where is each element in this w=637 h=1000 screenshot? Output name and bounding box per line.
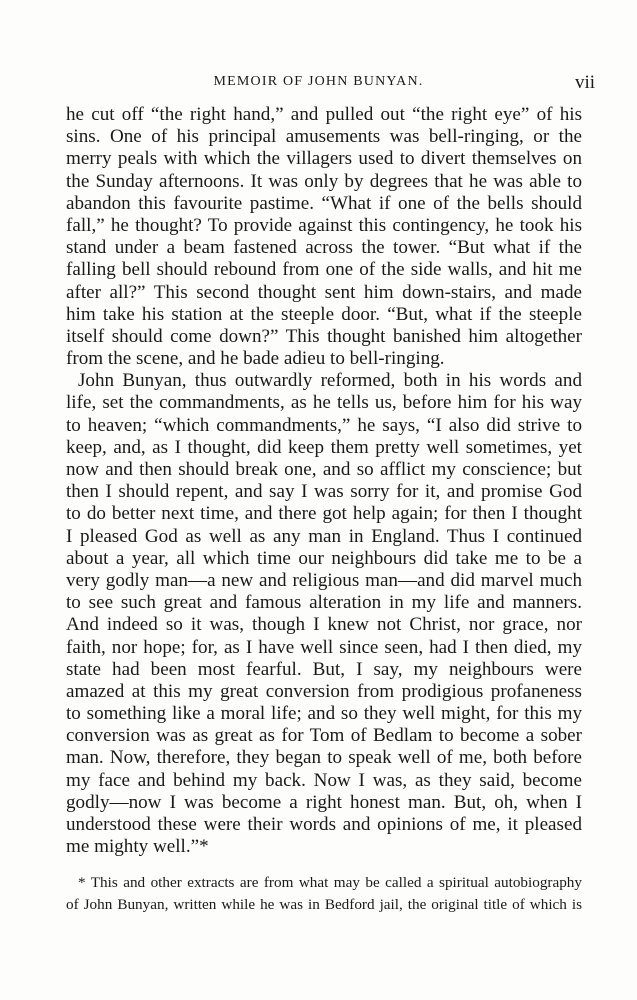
text-line: my face and behind my back. Now I was, as they said, become xyxy=(66,769,582,791)
footnote-line: * This and other extracts are from what may be called a spiritual autobiography xyxy=(78,874,582,891)
text-line: state had been most fearful. But, I say, my neighbours were xyxy=(66,658,582,680)
running-head xyxy=(0,72,637,96)
text-line: after all?” This second thought sent him down-stairs, and made xyxy=(66,281,582,303)
text-line: to heaven; “which commandments,” he says, “I also did strive to xyxy=(66,414,582,436)
text-line: And indeed so it was, though I knew not Christ, nor grace, nor xyxy=(66,614,582,636)
text-line: he cut off “the right hand,” and pulled out “the right eye” of his xyxy=(66,104,582,125)
footnote-line: of John Bunyan, written while he was in Bedford jail, the original title of which is xyxy=(66,896,582,913)
footnote xyxy=(66,872,582,916)
text-line: to do better next time, and there got help again; for then I thought xyxy=(66,503,582,525)
text-line: now and then should break one, and so afflict my conscience; but xyxy=(66,459,582,480)
text-line: abandon this favourite pastime. “What if one of the bells should xyxy=(66,192,582,214)
text-line: falling bell should rebound from one of the side walls, and hit me xyxy=(66,259,582,281)
text-line: him take his station at the steeple door. “But, what if the steeple xyxy=(66,303,582,325)
text-line: stand under a beam fastened across the tower. “But what if the xyxy=(66,237,582,259)
text-line: very godly man—a new and religious man—and did marvel much xyxy=(66,569,582,591)
text-line: then I should repent, and say I was sorry for it, and promise God xyxy=(66,481,582,503)
text-line: keep, and, as I thought, did keep them pretty well sometimes, yet xyxy=(66,436,582,458)
text-line: fall,” he thought? To provide against this contingency, he took his xyxy=(66,214,582,236)
text-line: conversion was as great as for Tom of Bedlam to become a sober xyxy=(66,725,582,747)
page-number: vii xyxy=(574,72,595,93)
body-text xyxy=(66,104,582,858)
text-line: merry peals with which the villagers used to divert themselves on xyxy=(66,148,582,170)
text-line: about a year, all which time our neighbours did take me to be a xyxy=(66,547,582,569)
text-line: sins. One of his principal amusements was bell-ringing, or the xyxy=(66,126,582,148)
text-line: to something like a moral life; and so they well might, for this my xyxy=(66,703,582,725)
text-line: life, set the commandments, as he tells us, before him for his way xyxy=(66,392,582,414)
text-line: man. Now, therefore, they began to speak well of me, both before xyxy=(66,747,582,769)
text-line: faith, nor hope; for, as I have well since seen, had I then died, my xyxy=(66,636,582,658)
running-title: MEMOIR OF JOHN BUNYAN. xyxy=(213,74,424,89)
text-line: itself should come down?” This thought banished him altogether xyxy=(66,325,582,347)
text-line: understood these were their words and opinions of me, it pleased xyxy=(66,814,582,835)
text-line: amazed at this my great conversion from prodigious profaneness xyxy=(66,680,582,702)
text-line: me mighty well.”* xyxy=(66,836,209,858)
paragraph-start-line: John Bunyan, thus outwardly reformed, both in his words and xyxy=(78,370,582,392)
text-line: godly—now I was become a right honest man. But, oh, when I xyxy=(66,791,582,813)
text-line: the Sunday afternoons. It was only by degrees that he was able to xyxy=(66,170,582,192)
text-line: from the scene, and he bade adieu to bell-ringing. xyxy=(66,348,445,370)
text-line: to see such great and famous alteration in my life and manners. xyxy=(66,592,582,614)
text-line: I pleased God as well as any man in England. Thus I continued xyxy=(66,525,582,547)
